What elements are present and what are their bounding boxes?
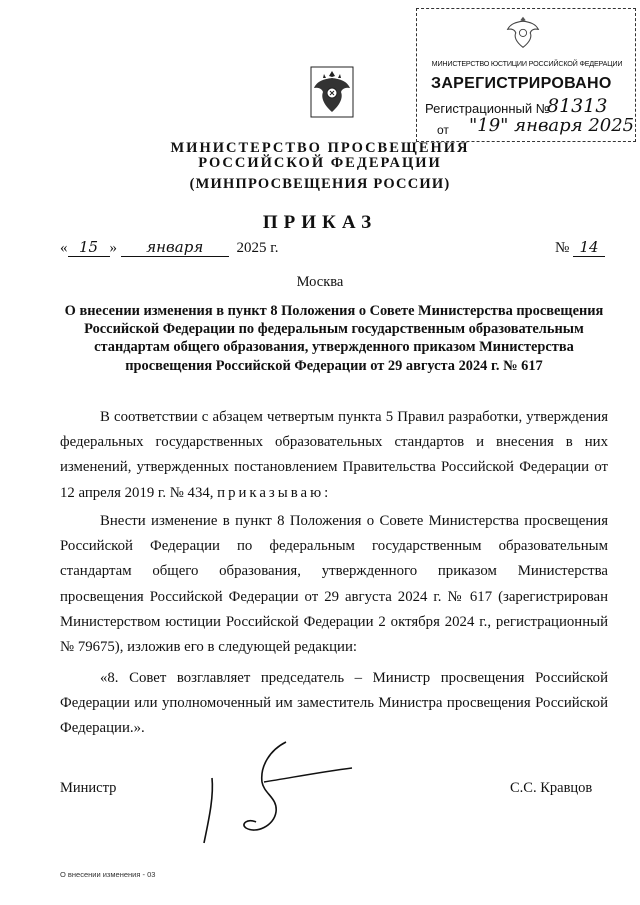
city: Москва bbox=[296, 274, 344, 290]
date-month: января bbox=[121, 238, 229, 257]
order-number bbox=[555, 238, 605, 257]
stamp-from-label: от bbox=[437, 123, 449, 137]
stamp-emblem-icon bbox=[505, 13, 541, 51]
ministry-name-line1: МИНИСТЕРСТВО ПРОСВЕЩЕНИЯ bbox=[170, 140, 470, 156]
order-number-label: № bbox=[555, 240, 570, 256]
handwritten-signature bbox=[190, 738, 360, 848]
ministry-name-line2: РОССИЙСКОЙ ФЕДЕРАЦИИ bbox=[198, 155, 442, 171]
stamp-reg-number-label: Регистрационный № bbox=[425, 101, 550, 116]
registration-stamp bbox=[416, 8, 636, 142]
body-paragraph-3: «8. Совет возглавляет председатель – Министр просвещения Российской Федерации или уполномоченный им заместитель Министра просвещения Российской Федерации.». bbox=[60, 670, 608, 737]
date-year: 2025 г. bbox=[236, 240, 279, 256]
order-date bbox=[60, 238, 278, 257]
stamp-reg-date: "19" января 2025 bbox=[469, 115, 635, 136]
body-paragraph-2: Внести изменение в пункт 8 Положения о Совете Министерства просвещения Российской Федерации по федеральным государственным образовательным стандартам общего образования, утвержденного приказом Министерства просвещения Российской Федерации от 29 августа 2024 г. № 617 (зарегистрирован Министерством юстиции Российской Федерации 2 октября 2024 г., регистрационный № 79675), изложив его в следующей редакции: bbox=[60, 513, 608, 656]
body-paragraph-1 bbox=[60, 405, 608, 506]
paragraph-1-text: В соответствии с абзацем четвертым пункта 5 Правил разработки, утверждения федеральных государственных образовательных стандартов и внесения в них изменений, утвержденных постановлением Правительства Российской Федерации от 12 апреля 2019 г. № 434, bbox=[60, 409, 608, 501]
stamp-reg-number: 81313 bbox=[547, 95, 608, 117]
date-day: 15 bbox=[68, 238, 110, 257]
signatory-position: Министр bbox=[60, 780, 117, 796]
order-verb: приказываю: bbox=[217, 484, 332, 501]
signatory-name: С.С. Кравцов bbox=[510, 780, 593, 796]
date-open-quote: « bbox=[60, 240, 68, 256]
stamp-registered-label: ЗАРЕГИСТРИРОВАНО bbox=[431, 75, 612, 92]
footer-note: О внесении изменения - 03 bbox=[60, 870, 156, 879]
coat-of-arms-icon bbox=[310, 66, 354, 118]
document-title: ПРИКАЗ bbox=[262, 212, 378, 233]
order-number-value: 14 bbox=[573, 238, 605, 257]
order-subject: О внесении изменения в пункт 8 Положения о Совете Министерства просвещения Российской Федерации по федеральным государственным образовательным стандартам общего образования, утвержденного приказом Министерства просвещения Российской Федерации от 29 августа 2024 г. № 617 bbox=[64, 303, 604, 374]
ministry-short-name: (МИНПРОСВЕЩЕНИЯ РОССИИ) bbox=[189, 176, 451, 192]
date-close-quote: » bbox=[109, 240, 117, 256]
stamp-ministry-name: МИНИСТЕРСТВО ЮСТИЦИИ РОССИЙСКОЙ ФЕДЕРАЦИИ bbox=[431, 59, 623, 68]
